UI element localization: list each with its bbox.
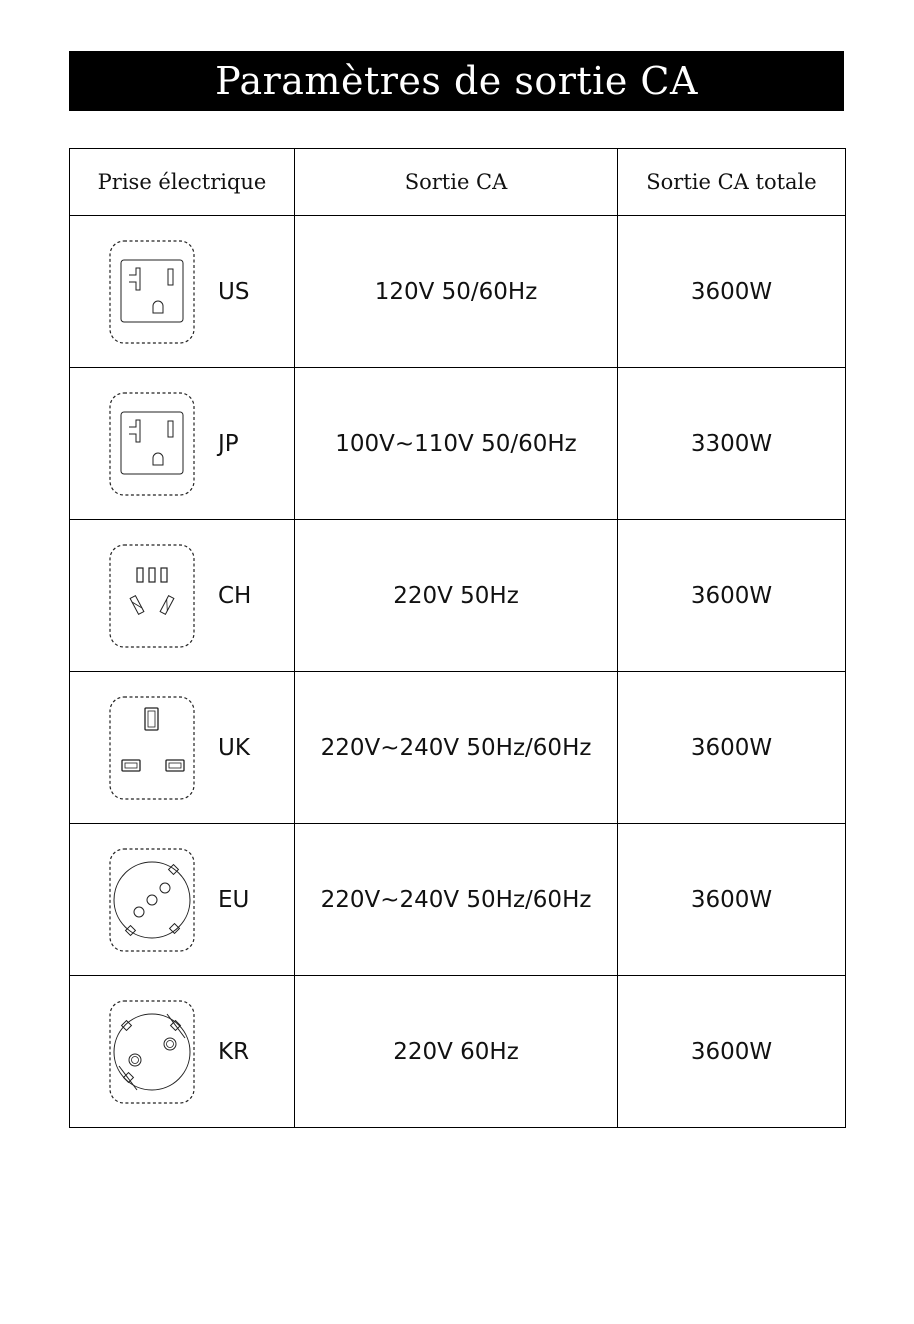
output-value: 120V 50/60Hz: [295, 216, 618, 368]
table-header-row: [70, 149, 846, 216]
plug-cell: [70, 824, 295, 976]
plug-code: US: [218, 278, 250, 305]
total-value: 3600W: [618, 216, 846, 368]
uk-socket-icon: [109, 696, 195, 800]
total-value: 3600W: [618, 520, 846, 672]
output-value: 220V 50Hz: [295, 520, 618, 672]
total-value: 3600W: [618, 976, 846, 1128]
table-row: [70, 368, 846, 520]
plug-code: CH: [218, 582, 252, 609]
total-value: 3300W: [618, 368, 846, 520]
header-total: Sortie CA totale: [618, 149, 846, 216]
table-row: [70, 216, 846, 368]
output-value: 100V~110V 50/60Hz: [295, 368, 618, 520]
plug-cell: [70, 520, 295, 672]
plug-cell: [70, 216, 295, 368]
header-plug: Prise électrique: [70, 149, 295, 216]
plug-cell: [70, 672, 295, 824]
header-output: Sortie CA: [295, 149, 618, 216]
ch-socket-icon: [109, 544, 195, 648]
eu-socket-icon: [109, 848, 195, 952]
output-value: 220V 60Hz: [295, 976, 618, 1128]
page-title: Paramètres de sortie CA: [69, 51, 844, 111]
plug-cell: [70, 368, 295, 520]
plug-code: KR: [218, 1038, 250, 1065]
table-row: [70, 672, 846, 824]
plug-code: UK: [218, 734, 250, 761]
table-row: [70, 976, 846, 1128]
plug-cell: [70, 976, 295, 1128]
table-row: [70, 520, 846, 672]
output-spec-table: [69, 148, 846, 1128]
table-row: [70, 824, 846, 976]
plug-code: EU: [218, 886, 250, 913]
output-value: 220V~240V 50Hz/60Hz: [295, 824, 618, 976]
us-socket-icon: [109, 240, 195, 344]
output-value: 220V~240V 50Hz/60Hz: [295, 672, 618, 824]
total-value: 3600W: [618, 672, 846, 824]
total-value: 3600W: [618, 824, 846, 976]
plug-code: JP: [218, 430, 239, 457]
jp-socket-icon: [109, 392, 195, 496]
kr-socket-icon: [109, 1000, 195, 1104]
